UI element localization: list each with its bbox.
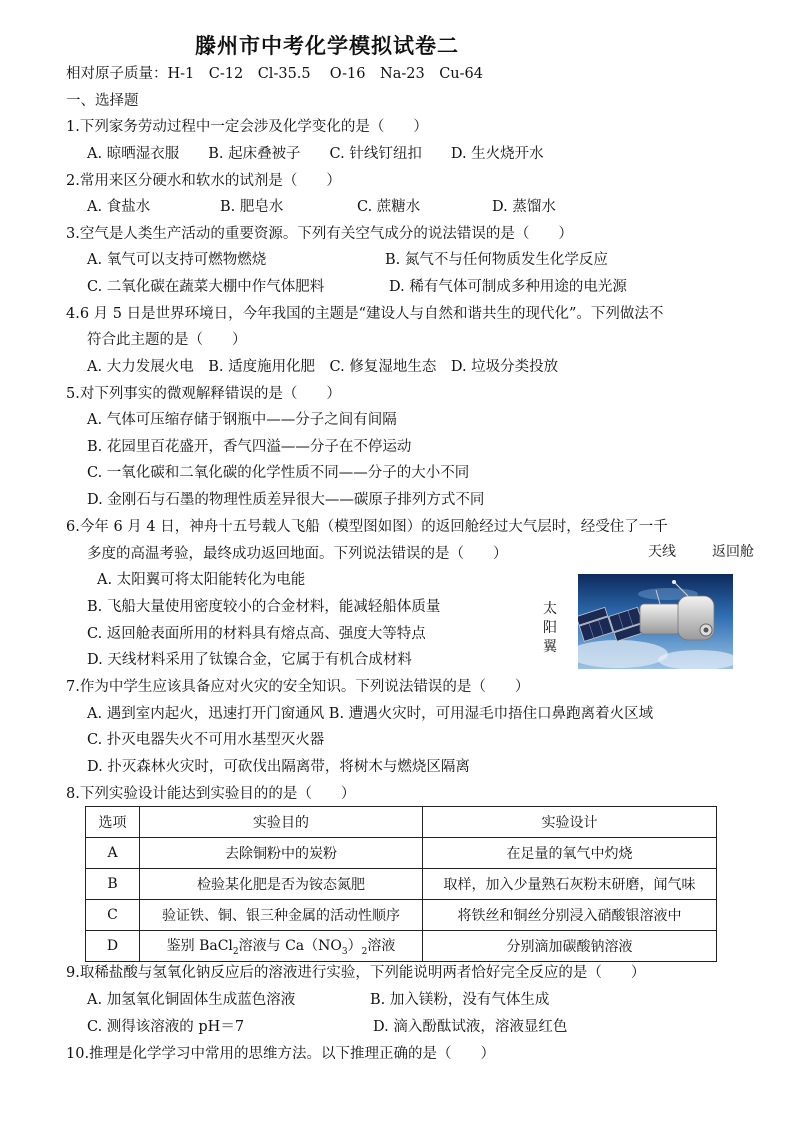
q3-stem: 3.空气是人类生产活动的重要资源。下列有关空气成分的说法错误的是（ ） [66, 226, 573, 242]
q4-options: A. 大力发展火电 B. 适度施用化肥 C. 修复湿地生态 D. 垃圾分类投放 [87, 359, 559, 375]
row-option: C [86, 900, 140, 931]
q9-stem: 9.取稀盐酸与氢氧化钠反应后的溶液进行实验，下列能说明两者恰好完全反应的是（ ） [66, 965, 646, 981]
row-goal: 去除铜粉中的炭粉 [140, 838, 423, 869]
q9-option-a: A. 加氢氧化铜固体生成蓝色溶液 [87, 992, 296, 1008]
q5-option-b: B. 花园里百花盛开，香气四溢——分子在不停运动 [87, 439, 412, 455]
goal-part: 鉴别 BaCl [166, 938, 233, 955]
q3-option-b: B. 氮气不与任何物质发生化学反应 [385, 252, 608, 268]
section-heading: 一、选择题 [66, 93, 139, 109]
q5-option-a: A. 气体可压缩存储于钢瓶中——分子之间有间隔 [87, 412, 397, 428]
row-design: 将铁丝和铜丝分别浸入硝酸银溶液中 [423, 900, 717, 931]
header-design: 实验设计 [423, 807, 717, 838]
q8-stem: 8.下列实验设计能达到实验目的的是（ ） [66, 786, 356, 802]
subscript: 2 [361, 946, 368, 957]
row-design: 分别滴加碳酸钠溶液 [423, 931, 717, 962]
subscript: 2 [232, 946, 239, 957]
q9-option-c: C. 测得该溶液的 pH＝7 [87, 1019, 245, 1035]
q3-option-d: D. 稀有气体可制成多种用途的电光源 [389, 279, 627, 295]
atomic-mass: 相对原子质量：H-1 C-12 Cl-35.5 O-16 Na-23 Cu-64 [66, 66, 483, 82]
q6-stem-line2: 多度的高温考验，最终成功返回地面。下列说法错误的是（ ） [87, 546, 508, 562]
q4-stem-line2: 符合此主题的是（ ） [87, 332, 247, 348]
q9-option-d: D. 滴入酚酞试液，溶液显红色 [373, 1019, 568, 1035]
row-option: D [86, 931, 140, 962]
header-option: 选项 [86, 807, 140, 838]
q5-option-d: D. 金刚石与石墨的物理性质差异很大——碳原子排列方式不同 [87, 492, 485, 508]
header-goal: 实验目的 [140, 807, 423, 838]
row-goal: 检验某化肥是否为铵态氮肥 [140, 869, 423, 900]
page-title: 滕州市中考化学模拟试卷二 [195, 34, 459, 58]
table-row [86, 900, 717, 931]
table-row [86, 869, 717, 900]
goal-part: 溶液与 Ca（NO [238, 938, 342, 955]
q7-stem: 7.作为中学生应该具备应对火灾的安全知识。下列说法错误的是（ ） [66, 679, 530, 695]
q1-options: A. 晾晒湿衣服 B. 起床叠被子 C. 针线钉纽扣 D. 生火烧开水 [87, 146, 544, 162]
q7-options-ab: A. 遇到室内起火，迅速打开门窗通风 B. 遭遇火灾时，可用湿毛巾捂住口鼻跑离着火区域 [87, 706, 654, 722]
q4-stem-line1: 4.6 月 5 日是世界环境日，今年我国的主题是“建设人与自然和谐共生的现代化”。下列做法不 [66, 306, 664, 322]
subscript: 3 [341, 946, 348, 957]
figure-label-solar-wing: 太阳翼 [543, 601, 557, 655]
q6-option-a: A. 太阳翼可将太阳能转化为电能 [97, 572, 306, 588]
q3-option-a: A. 氧气可以支持可燃物燃烧 [87, 252, 267, 268]
table-header-row [86, 807, 717, 838]
q6-option-c: C. 返回舱表面所用的材料具有熔点高、强度大等特点 [87, 626, 426, 642]
q2-option-d: D. 蒸馏水 [492, 199, 556, 215]
table-row [86, 838, 717, 869]
q6-stem-line1: 6.今年 6 月 4 日，神舟十五号载人飞船（模型图如图）的返回舱经过大气层时，经受住了一千 [66, 519, 668, 535]
table-row [86, 931, 717, 962]
q5-option-c: C. 一氧化碳和二氧化碳的化学性质不同——分子的大小不同 [87, 465, 470, 481]
q10-stem: 10.推理是化学学习中常用的思维方法。以下推理正确的是（ ） [66, 1046, 496, 1062]
q7-option-d: D. 扑灭森林火灾时，可砍伐出隔离带，将树木与燃烧区隔离 [87, 759, 470, 775]
q2-option-a: A. 食盐水 [87, 199, 151, 215]
row-design: 取样，加入少量熟石灰粉末研磨，闻气味 [423, 869, 717, 900]
row-option: A [86, 838, 140, 869]
spacecraft-image [578, 574, 733, 669]
q6-option-d: D. 天线材料采用了钛镍合金，它属于有机合成材料 [87, 652, 412, 668]
q5-stem: 5.对下列事实的微观解释错误的是（ ） [66, 386, 341, 402]
q2-option-c: C. 蔗糖水 [357, 199, 421, 215]
q1-stem: 1.下列家务劳动过程中一定会涉及化学变化的是（ ） [66, 119, 428, 135]
goal-part: 溶液 [367, 938, 396, 955]
q7-option-c: C. 扑灭电器失火不可用水基型灭火器 [87, 732, 325, 748]
q9-option-b: B. 加入镁粉，没有气体生成 [370, 992, 550, 1008]
goal-part: ） [347, 938, 362, 955]
q2-option-b: B. 肥皂水 [220, 199, 284, 215]
figure-label-antenna: 天线 [648, 544, 676, 560]
q2-stem: 2.常用来区分硬水和软水的试剂是（ ） [66, 173, 341, 189]
row-option: B [86, 869, 140, 900]
q3-option-c: C. 二氧化碳在蔬菜大棚中作气体肥料 [87, 279, 325, 295]
experiment-table [85, 806, 717, 962]
row-design: 在足量的氧气中灼烧 [423, 838, 717, 869]
q6-option-b: B. 飞船大量使用密度较小的合金材料，能减轻船体质量 [87, 599, 441, 615]
row-goal [140, 931, 423, 962]
row-goal: 验证铁、铜、银三种金属的活动性顺序 [140, 900, 423, 931]
figure-label-capsule: 返回舱 [712, 544, 754, 560]
